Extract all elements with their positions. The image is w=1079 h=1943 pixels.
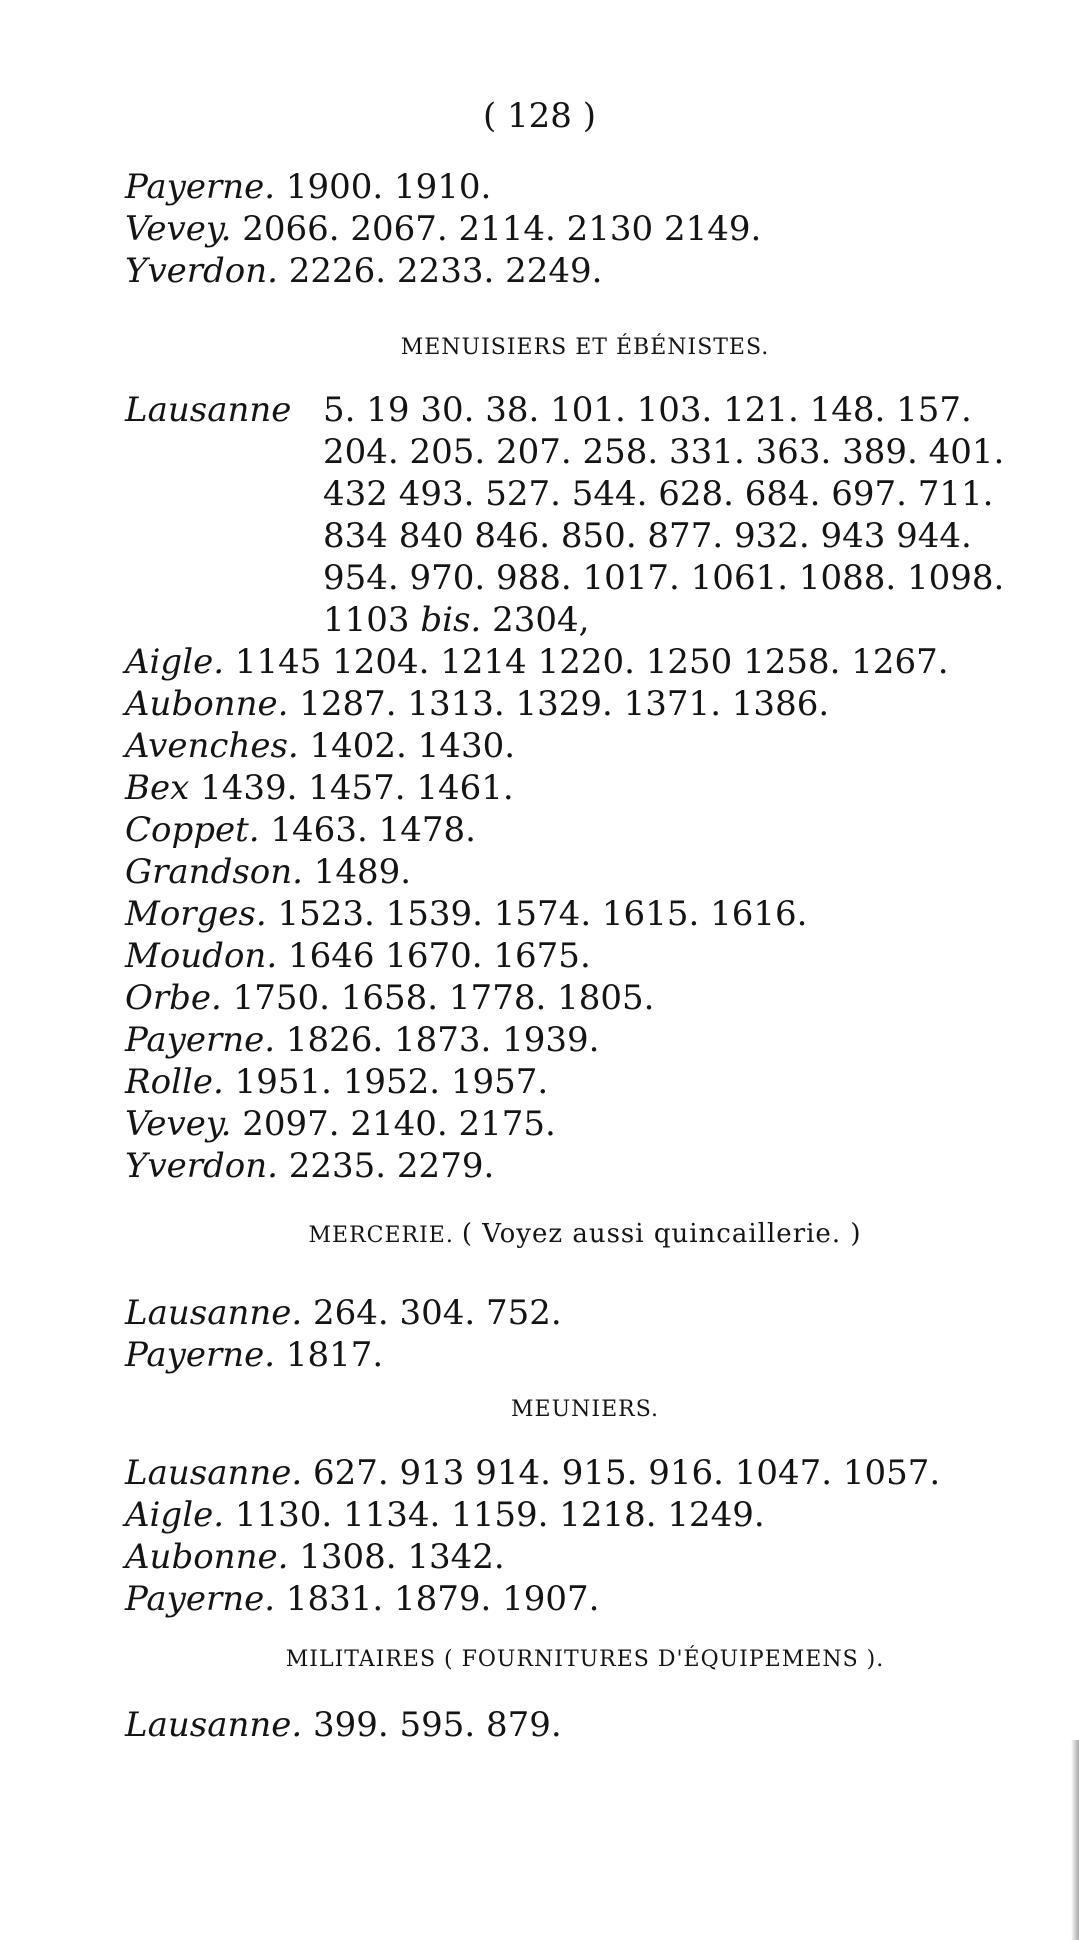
place-name: Grandson. <box>125 852 303 892</box>
place-name: Rolle. <box>125 1062 224 1102</box>
place-name: Vevey. <box>125 1104 232 1144</box>
entry-line <box>125 641 1045 683</box>
entry-numbers: 399. 595. 879. <box>313 1705 562 1745</box>
entry-numbers: 1523. 1539. 1574. 1615. 1616. <box>277 894 808 934</box>
page-number: ( 128 ) <box>482 96 597 136</box>
place-name: Aigle. <box>125 642 224 682</box>
entry-numbers: 1287. 1313. 1329. 1371. 1386. <box>299 684 830 724</box>
section-note: ( Voyez aussi quincaillerie. ) <box>461 1219 862 1249</box>
entry-numbers: 1402. 1430. <box>309 726 516 766</box>
menuisiers-lausanne <box>125 389 1045 641</box>
entry-continuation: 834 840 846. 850. 877. 932. 943 944. <box>323 516 972 556</box>
place-name: Lausanne. <box>125 1293 303 1333</box>
entry-line <box>125 767 1045 809</box>
entry-line <box>125 1704 1045 1746</box>
entry-numbers: 264. 304. 752. <box>313 1293 562 1333</box>
place-name: Payerne. <box>125 167 276 207</box>
menuisiers-section <box>125 328 1045 368</box>
entry-line <box>125 1292 1045 1334</box>
place-name: Payerne. <box>125 1579 276 1619</box>
entry-line <box>125 250 1045 292</box>
entry-line <box>125 1494 1045 1536</box>
entry-line <box>125 893 1045 935</box>
place-name: Aigle. <box>125 1495 224 1535</box>
mercerie-entries <box>125 1292 1045 1376</box>
militaires-entries <box>125 1704 1045 1746</box>
section-heading: MENUISIERS ET ÉBÉNISTES. <box>400 335 770 360</box>
entry-line <box>125 1103 1045 1145</box>
entry-numbers: 627. 913 914. 915. 916. 1047. 1057. <box>313 1453 941 1493</box>
place-name: Vevey. <box>125 209 232 249</box>
entry-numbers: 1831. 1879. 1907. <box>285 1579 600 1619</box>
place-name: Orbe. <box>125 978 222 1018</box>
place-name: Payerne. <box>125 1020 276 1060</box>
entry-continuation: 432 493. 527. 544. 628. 684. 697. 711. <box>323 474 994 514</box>
previous-section-entries <box>125 166 1045 292</box>
entry-line <box>125 389 1045 431</box>
section-title: MERCERIE. <box>308 1223 454 1248</box>
entry-numbers: 1646 1670. 1675. <box>287 936 591 976</box>
entry-line <box>125 683 1045 725</box>
entry-numbers: 1130. 1134. 1159. 1218. 1249. <box>234 1495 765 1535</box>
entry-line <box>125 1145 1045 1187</box>
place-name: Aubonne. <box>125 684 289 724</box>
section-heading: MILITAIRES ( FOURNITURES D'ÉQUIPEMENS ). <box>285 1647 885 1672</box>
place-name: Coppet. <box>125 810 260 850</box>
entry-numbers: 1951. 1952. 1957. <box>234 1062 549 1102</box>
place-name: Yverdon. <box>125 1146 278 1186</box>
place-name: Lausanne. <box>125 1705 303 1745</box>
place-name: Moudon. <box>125 936 278 976</box>
entry-continuation <box>125 599 1045 641</box>
menuisiers-entries <box>125 641 1045 1187</box>
place-name: Avenches. <box>125 726 299 766</box>
entry-continuation: 954. 970. 988. 1017. 1061. 1088. 1098. <box>323 558 1005 598</box>
entry-line <box>125 166 1045 208</box>
entry-numbers: 2235. 2279. <box>288 1146 495 1186</box>
entry-line <box>125 1334 1045 1376</box>
entry-line <box>125 809 1045 851</box>
entry-line <box>125 1061 1045 1103</box>
entry-numbers: 2066. 2067. 2114. 2130 2149. <box>242 209 762 249</box>
place-name: Aubonne. <box>125 1537 289 1577</box>
bis-mark: bis. <box>420 600 482 640</box>
entry-numbers: 1900. 1910. <box>285 167 492 207</box>
section-heading: MEUNIERS. <box>511 1397 659 1422</box>
place-name: Payerne. <box>125 1335 276 1375</box>
meuniers-section <box>125 1390 1045 1430</box>
militaires-section <box>125 1640 1045 1680</box>
entry-line <box>125 725 1045 767</box>
entry-numbers: 2097. 2140. 2175. <box>242 1104 556 1144</box>
place-name: Bex <box>125 768 190 808</box>
entry-line <box>125 935 1045 977</box>
entry-continuation: 204. 205. 207. 258. 331. 363. 389. 401. <box>323 432 1005 472</box>
place-name: Lausanne <box>125 390 292 430</box>
meuniers-entries <box>125 1452 1045 1620</box>
page-edge-shadow <box>1071 1740 1079 1940</box>
entry-line <box>125 1019 1045 1061</box>
place-name: Lausanne. <box>125 1453 303 1493</box>
entry-numbers: 1463. 1478. <box>270 810 476 850</box>
entry-numbers: 1308. 1342. <box>299 1537 505 1577</box>
section-heading <box>125 1214 1045 1254</box>
entry-numbers: 1145 1204. 1214 1220. 1250 1258. 1267. <box>234 642 949 682</box>
entry-numbers: 1750. 1658. 1778. 1805. <box>232 978 655 1018</box>
entry-numbers: 1103 <box>323 600 410 640</box>
place-name: Yverdon. <box>125 251 278 291</box>
entry-line <box>125 1578 1045 1620</box>
entry-numbers: 2226. 2233. 2249. <box>288 251 603 291</box>
entry-line <box>125 1452 1045 1494</box>
entry-numbers: 1439. 1457. 1461. <box>200 768 514 808</box>
entry-numbers: 2304, <box>492 600 590 640</box>
entry-numbers: 1826. 1873. 1939. <box>285 1020 600 1060</box>
entry-line <box>125 208 1045 250</box>
entry-numbers: 5. 19 30. 38. 101. 103. 121. 148. 157. <box>323 390 972 430</box>
entry-numbers: 1817. <box>285 1335 384 1375</box>
entry-line <box>125 1536 1045 1578</box>
entry-line <box>125 977 1045 1019</box>
place-name: Morges. <box>125 894 267 934</box>
entry-line <box>125 851 1045 893</box>
entry-numbers: 1489. <box>313 852 412 892</box>
mercerie-section <box>125 1214 1045 1254</box>
